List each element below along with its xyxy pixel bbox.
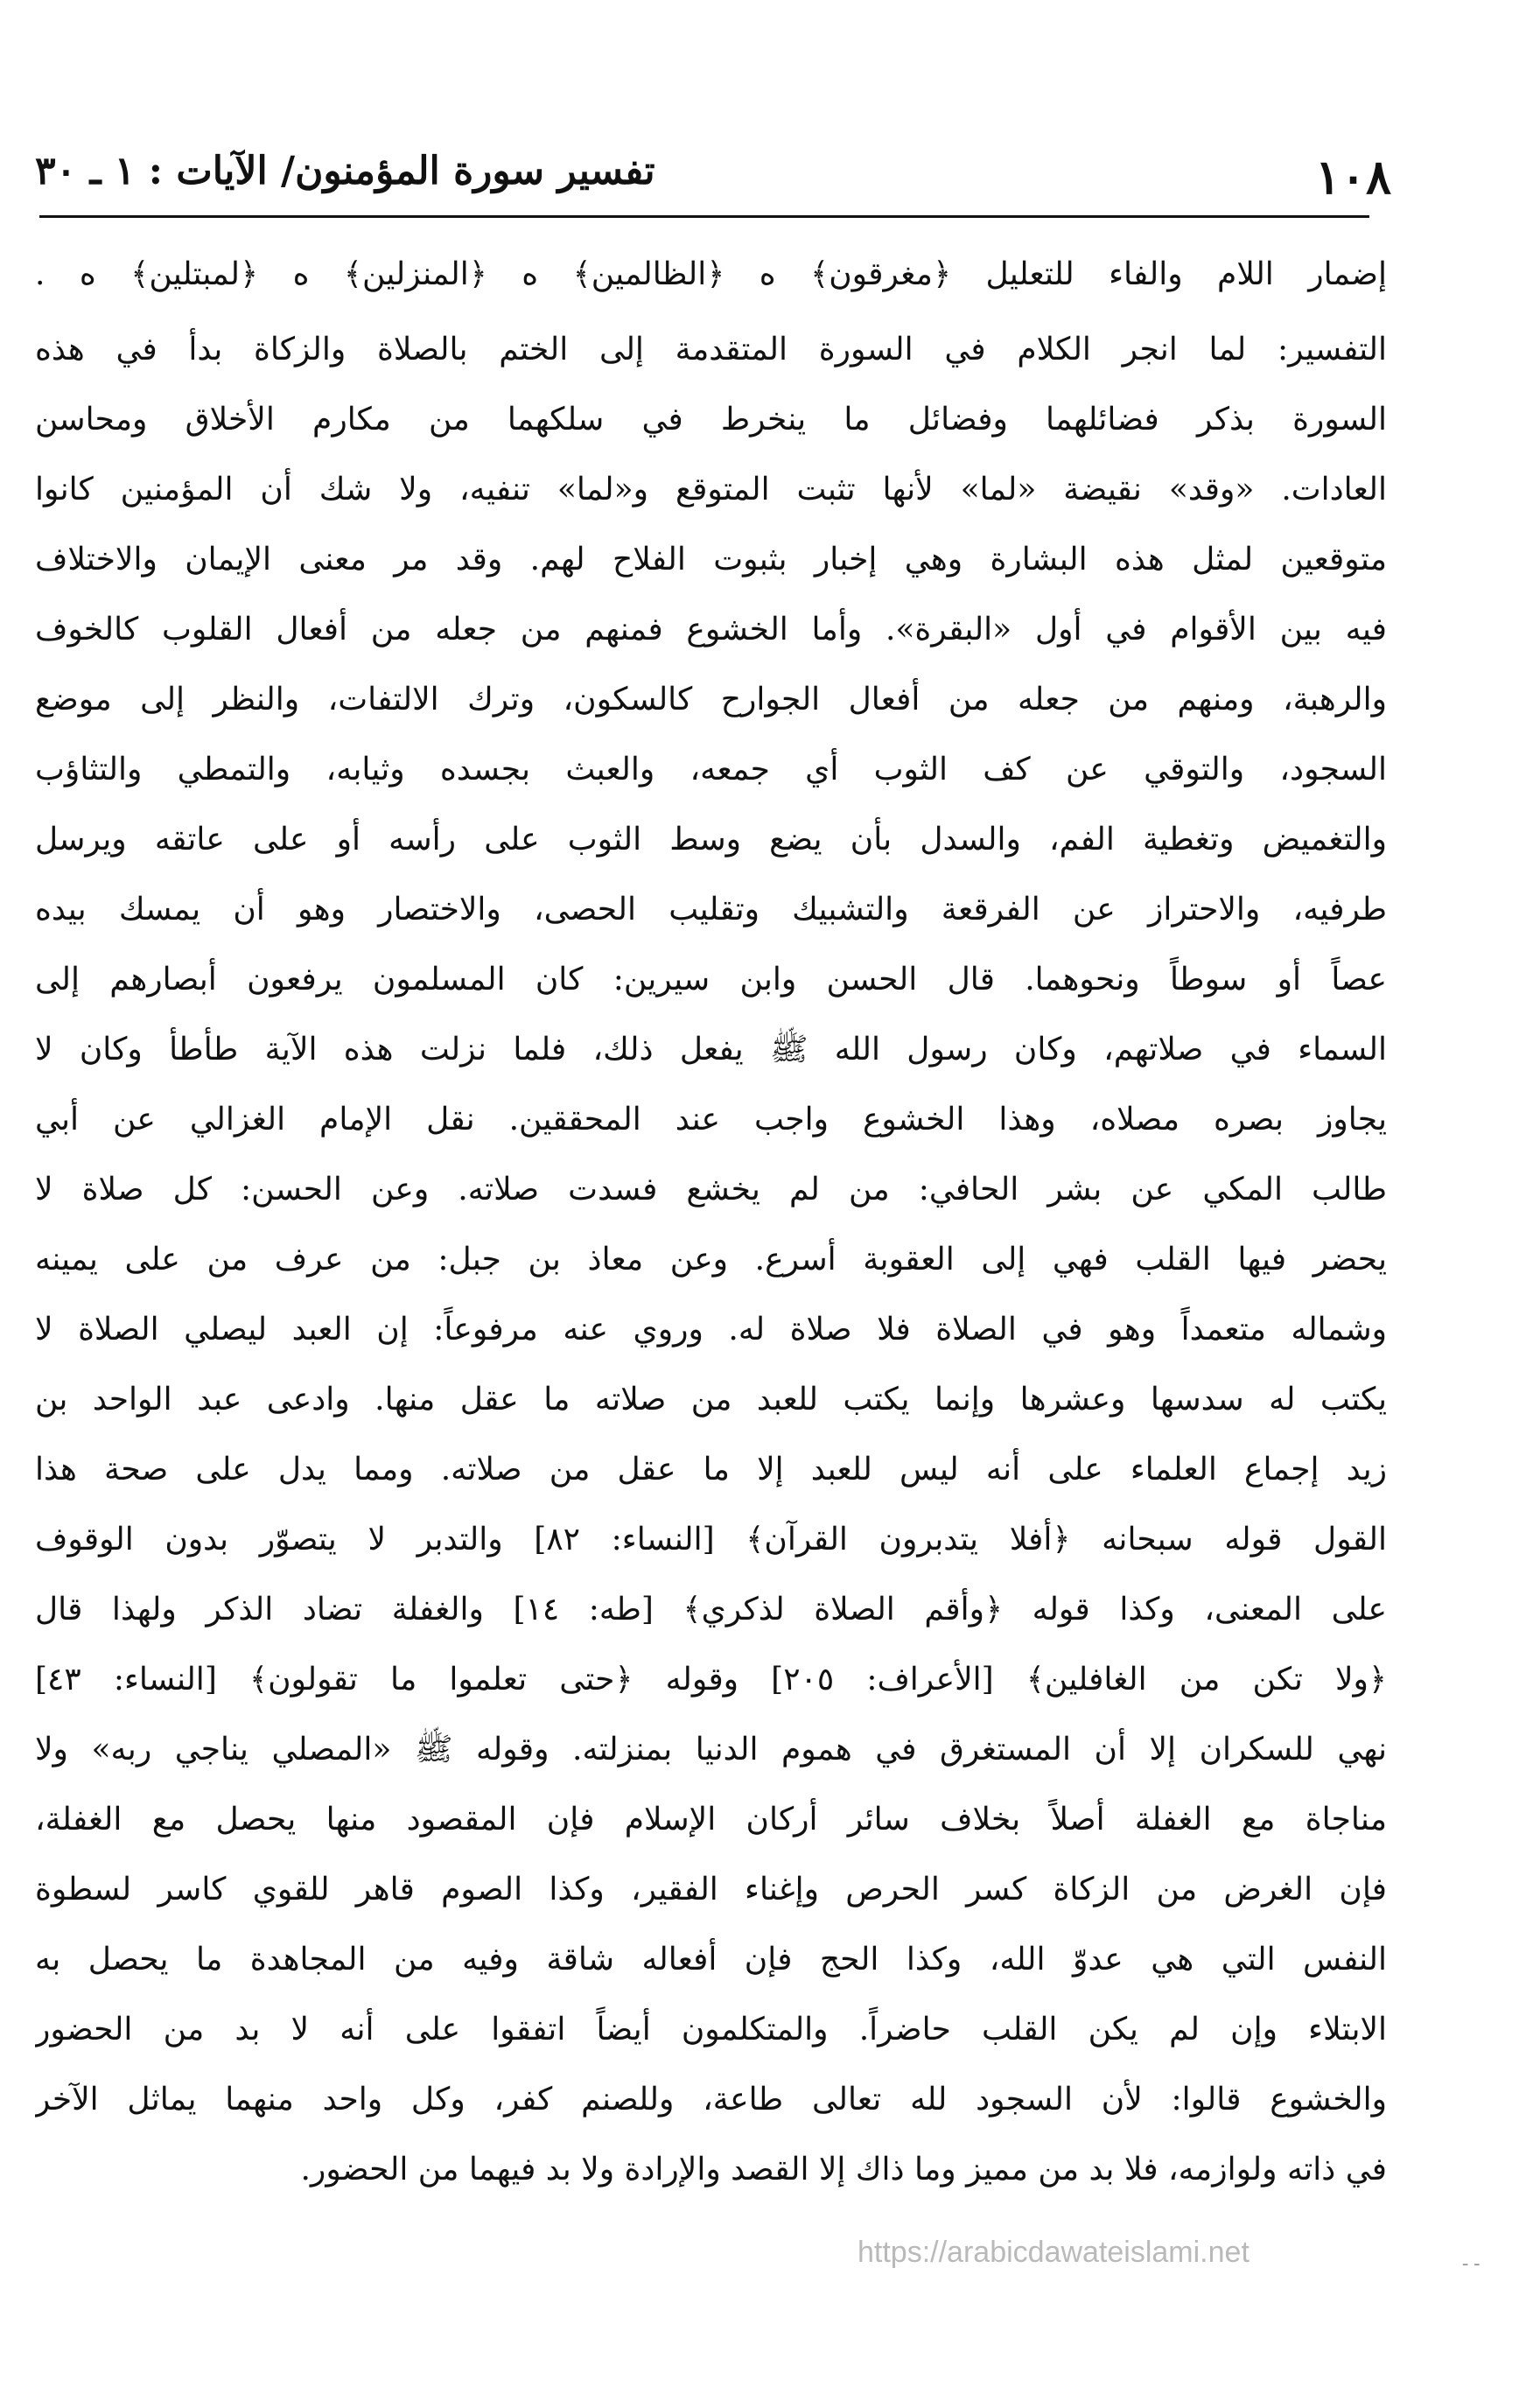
text-line: طرفيه، والاحتراز عن الفرقعة والتشبيك وتقليب الحصى، والاختصار وهو أن يمسك بيده (35, 892, 1387, 928)
text-line: النفس التي هي عدوّ الله، وكذا الحج فإن أفعاله شاقة وفيه من المجاهدة ما يحصل به (35, 1942, 1387, 1978)
text-line: يكتب له سدسها وعشرها وإنما يكتب للعبد من صلاته ما عقل منها. وادعى عبد الواحد بن (35, 1382, 1387, 1418)
text-line: نهي للسكران إلا أن المستغرق في هموم الدنيا بمنزلته. وقوله ﷺ «المصلي يناجي ربه» ولا (35, 1732, 1387, 1768)
text-line: وشماله متعمداً وهو في الصلاة فلا صلاة له. وروي عنه مرفوعاً: إن العبد ليصلي الصلاة لا (35, 1312, 1387, 1348)
text-line: إضمار اللام والفاء للتعليل ﴿مغرقون﴾ ه ﴿الظالمين﴾ ه ﴿المنزلين﴾ ه ﴿لمبتلين﴾ ه . (35, 256, 1387, 292)
corner-mark: -- (1460, 2253, 1483, 2275)
text-line: متوقعين لمثل هذه البشارة وهي إخبار بثبوت الفلاح لهم. وقد مر معنى الإيمان والاختلاف (35, 542, 1387, 578)
source-watermark-link[interactable]: https://arabicdawateislami.net (858, 2236, 1250, 2269)
text-line: والرهبة، ومنهم من جعله من أفعال الجوارح كالسكون، وترك الالتفات، والنظر إلى موضع (35, 682, 1387, 718)
text-line: في ذاته ولوازمه، فلا بد من مميز وما ذاك إلا القصد والإرادة ولا بد فيهما من الحضور. (300, 2152, 1387, 2188)
text-line: ﴿ولا تكن من الغافلين﴾ [الأعراف: ٢٠٥] وقوله ﴿حتى تعلموا ما تقولون﴾ [النساء: ٤٣] (35, 1662, 1387, 1698)
text-line: العادات. «وقد» نقيضة «لما» لأنها تثبت المتوقع و«لما» تنفيه، ولا شك أن المؤمنين كانوا (35, 472, 1387, 508)
text-line: الابتلاء وإن لم يكن القلب حاضراً. والمتكلمون أيضاً اتفقوا على أنه لا بد من الحضور (35, 2012, 1387, 2048)
text-line: مناجاة مع الغفلة أصلاً بخلاف سائر أركان الإسلام فإن المقصود منها يحصل مع الغفلة، (35, 1802, 1387, 1838)
text-line: يجاوز بصره مصلاه، وهذا الخشوع واجب عند المحققين. نقل الإمام الغزالي عن أبي (35, 1102, 1387, 1138)
page-body (35, 234, 1387, 2205)
text-line: عصاً أو سوطاً ونحوهما. قال الحسن وابن سيرين: كان المسلمون يرفعون أبصارهم إلى (35, 962, 1387, 998)
text-line: طالب المكي عن بشر الحافي: من لم يخشع فسدت صلاته. وعن الحسن: كل صلاة لا (35, 1172, 1387, 1208)
text-line: التفسير: لما انجر الكلام في السورة المتقدمة إلى الختم بالصلاة والزكاة بدأ في هذه (35, 332, 1387, 368)
text-line: والتغميض وتغطية الفم، والسدل بأن يضع وسط الثوب على رأسه أو على عاتقه ويرسل (35, 822, 1387, 858)
page-number: ١٠٨ (1314, 149, 1391, 205)
header-divider (39, 215, 1369, 218)
text-line: فيه بين الأقوام في أول «البقرة». وأما الخشوع فمنهم من جعله من أفعال القلوب كالخوف (35, 612, 1387, 648)
text-line: والخشوع قالوا: لأن السجود لله تعالى طاعة، وللصنم كفر، وكل واحد منهما يماثل الآخر (35, 2082, 1387, 2118)
page-header (35, 131, 1391, 210)
running-title: تفسير سورة المؤمنون/ الآيات : ١ ـ ٣٠ (35, 149, 655, 193)
text-line: فإن الغرض من الزكاة كسر الحرص وإغناء الفقير، وكذا الصوم قاهر للقوي كاسر لسطوة (35, 1872, 1387, 1908)
text-line: على المعنى، وكذا قوله ﴿وأقم الصلاة لذكري﴾ [طه: ١٤] والغفلة تضاد الذكر ولهذا قال (35, 1592, 1387, 1628)
text-line: السورة بذكر فضائلهما وفضائل ما ينخرط في سلكهما من مكارم الأخلاق ومحاسن (35, 402, 1387, 438)
text-line: يحضر فيها القلب فهي إلى العقوبة أسرع. وعن معاذ بن جبل: من عرف من على يمينه (35, 1242, 1387, 1278)
text-line: زيد إجماع العلماء على أنه ليس للعبد إلا ما عقل من صلاته. ومما يدل على صحة هذا (35, 1452, 1387, 1488)
text-line: السماء في صلاتهم، وكان رسول الله ﷺ يفعل ذلك، فلما نزلت هذه الآية طأطأ وكان لا (35, 1032, 1387, 1068)
text-line: القول قوله سبحانه ﴿أفلا يتدبرون القرآن﴾ [النساء: ٨٢] والتدبر لا يتصوّر بدون الوقوف (35, 1522, 1387, 1558)
text-line: السجود، والتوقي عن كف الثوب أي جمعه، والعبث بجسده وثيابه، والتمطي والتثاؤب (35, 752, 1387, 788)
